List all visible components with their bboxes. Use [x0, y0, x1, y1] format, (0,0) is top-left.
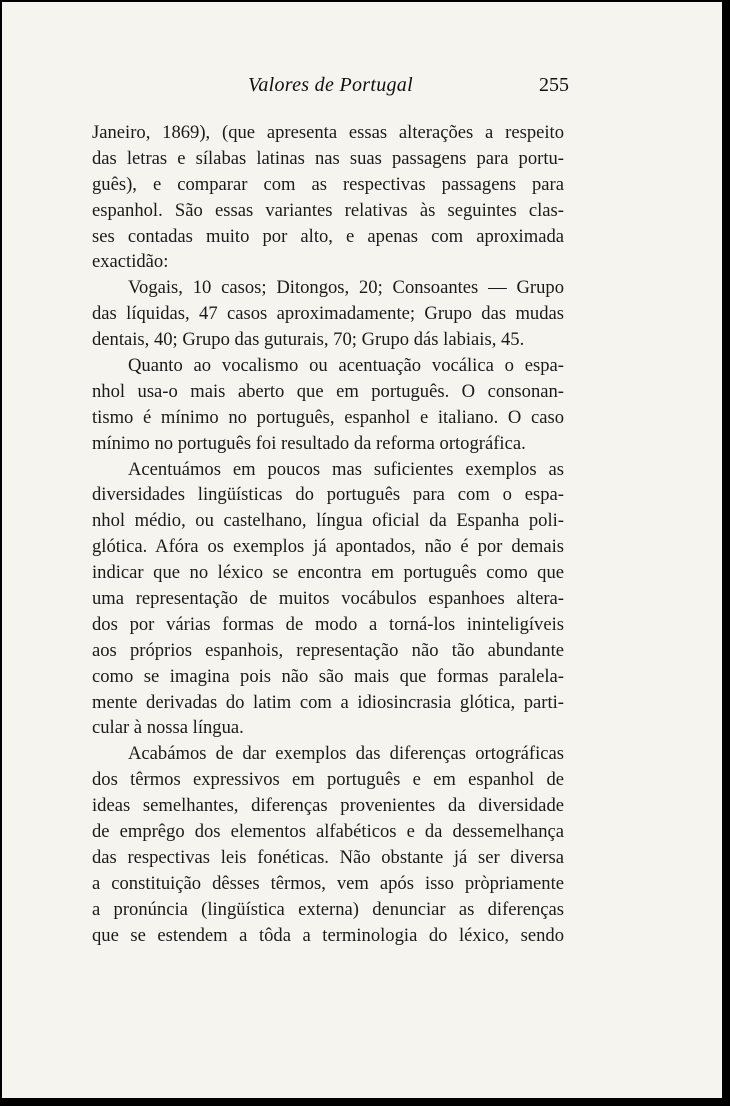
text-line: nhol médio, ou castelhano, língua oficial da Espanha poli-: [92, 510, 564, 532]
text-line: diversidades lingüísticas do português para com o espa-: [92, 484, 564, 506]
text-line: Janeiro, 1869), (que apresenta essas alterações a respeito: [92, 122, 564, 143]
text-line: das líquidas, 47 casos aproximadamente; Grupo das mudas: [92, 303, 564, 325]
text-line: glótica. Afóra os exemplos já apontados, não é por demais: [92, 536, 564, 558]
running-title: Valores de Portugal: [248, 74, 413, 96]
text-line: exactidão:: [92, 251, 169, 273]
text-line: guês), e comparar com as respectivas passagens para: [92, 173, 564, 195]
text-line: mente derivadas do latim com a idiosincrasia glótica, parti-: [92, 691, 564, 713]
text-line: Acabámos de dar exemplos das diferenças ortográficas: [128, 743, 564, 765]
text-line: de emprêgo dos elementos alfabéticos e da dessemelhança: [92, 821, 564, 843]
text-line: ses contadas muito por alto, e apenas com aproximada: [92, 225, 564, 247]
text-line: dentais, 40; Grupo das guturais, 70; Grupo dás labiais, 45.: [92, 329, 525, 351]
text-line: aos próprios espanhois, representação não tão abundante: [92, 639, 564, 661]
text-line: como se imagina pois não são mais que formas paralela-: [92, 665, 564, 687]
text-line: a pronúncia (lingüística externa) denunciar as diferenças: [92, 898, 564, 920]
text-line: espanhol. São essas variantes relativas às seguintes clas-: [92, 199, 564, 221]
text-line: Acentuámos em poucos mas suficientes exemplos as: [128, 458, 564, 480]
text-line: indicar que no léxico se encontra em português como que: [92, 562, 564, 584]
text-line: Vogais, 10 casos; Ditongos, 20; Consoantes — Grupo: [128, 277, 564, 299]
book-page: [2, 2, 726, 1102]
text-line: das respectivas leis fonéticas. Não obstante já ser diversa: [92, 846, 564, 868]
text-line: nhol usa-o mais aberto que em português. O consonan-: [92, 380, 564, 402]
text-line: que se estendem a tôda a terminologia do léxico, sendo: [92, 924, 564, 946]
text-line: tismo é mínimo no português, espanhol e italiano. O caso: [92, 406, 564, 428]
page-number: 255: [539, 74, 569, 96]
text-line: dos por várias formas de modo a torná-los ininteligíveis: [92, 613, 564, 635]
text-line: ideas semelhantes, diferenças provenientes da diversidade: [92, 795, 564, 817]
text-line: mínimo no português foi resultado da reforma ortográfica.: [92, 432, 526, 454]
text-line: das letras e sílabas latinas nas suas passagens para portu-: [92, 147, 564, 169]
text-line: cular à nossa língua.: [92, 717, 244, 739]
text-line: dos têrmos expressivos em português e em espanhol de: [92, 769, 564, 791]
text-line: uma representação de muitos vocábulos espanhoes altera-: [92, 588, 564, 610]
page-header: [92, 74, 569, 104]
text-line: Quanto ao vocalismo ou acentuação vocálica o espa-: [128, 355, 564, 377]
text-line: a constituição dêsses têrmos, vem após isso pròpriamente: [92, 872, 564, 894]
body-text: [92, 120, 564, 949]
